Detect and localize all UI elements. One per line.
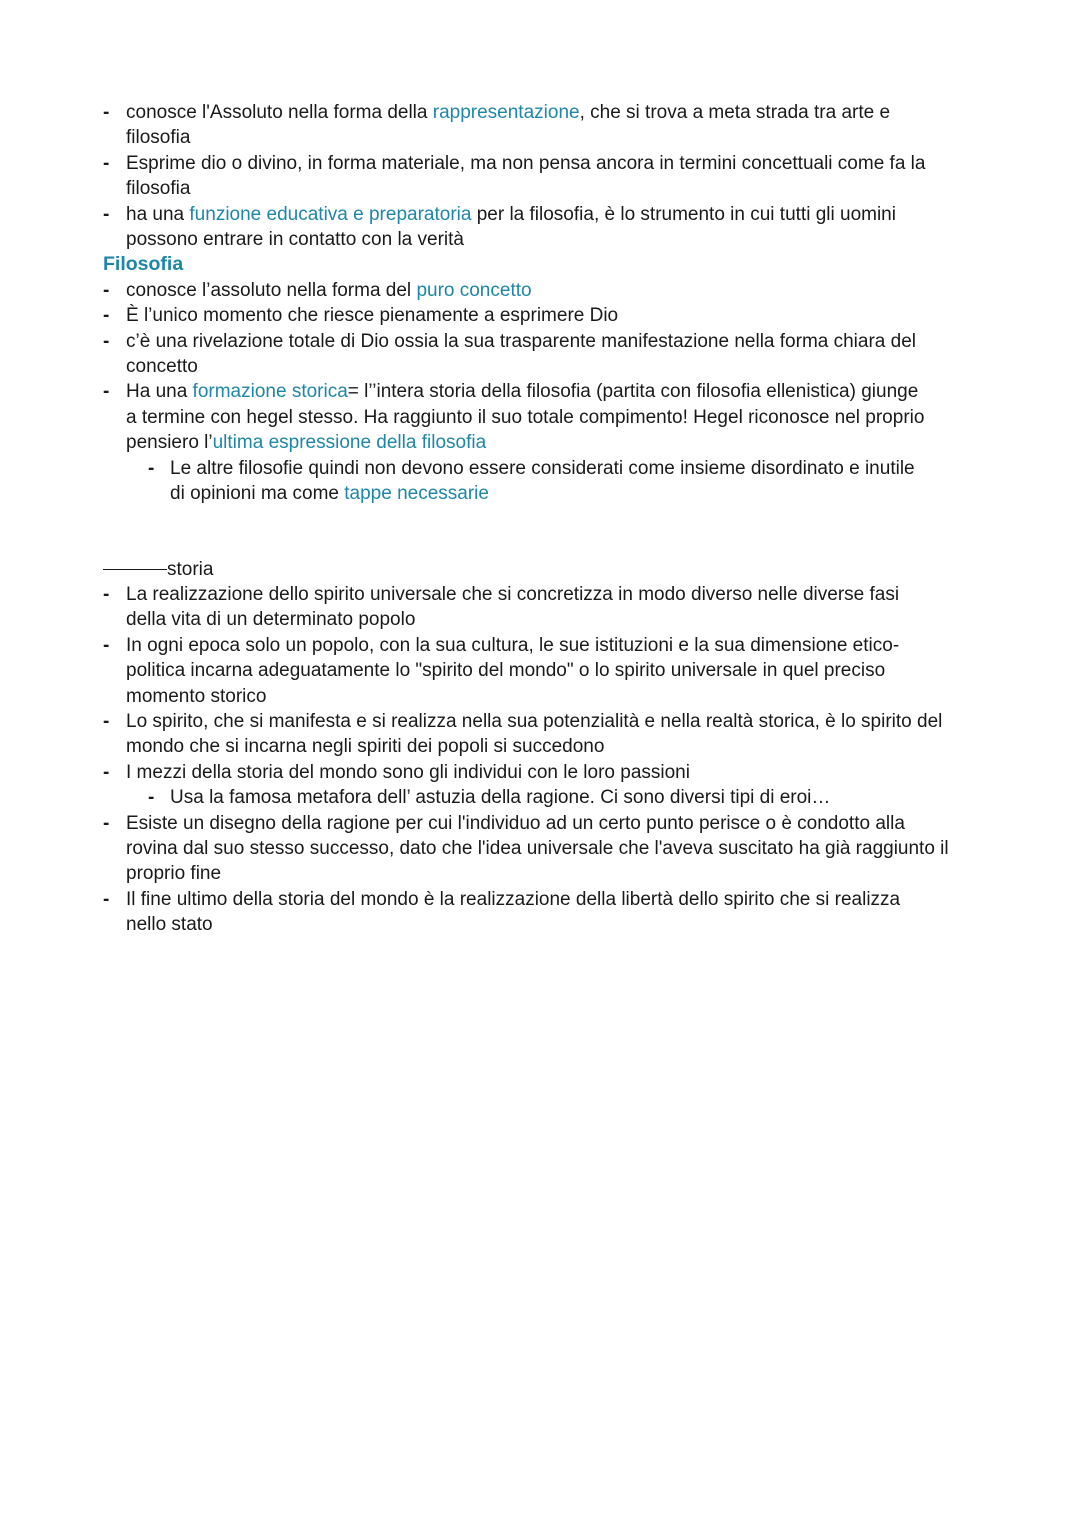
- highlighted-term: formazione storica: [192, 381, 348, 403]
- text-line: [0, 379, 1080, 404]
- list-item: [0, 379, 1080, 455]
- list-item: [0, 887, 1080, 938]
- bullet-dash: -: [148, 457, 155, 479]
- heading-filosofia: Filosofia: [103, 253, 184, 276]
- text-segment: I mezzi della storia del mondo sono gli individui con le loro passioni: [126, 761, 690, 783]
- text-segment: a termine con hegel stesso. Ha raggiunto il suo totale compimento! Hegel riconosce nel proprio: [126, 406, 925, 428]
- list-item: [0, 785, 1080, 810]
- bullet-dash: -: [103, 812, 110, 834]
- bullet-dash: -: [103, 203, 110, 225]
- bullet-dash: -: [103, 102, 110, 123]
- filosofia-list: [0, 278, 1080, 507]
- text-segment: filosofia: [126, 127, 191, 149]
- text-segment: = l’’intera storia della filosofia (partita con filosofia ellenistica) giunge: [347, 381, 919, 403]
- highlighted-term: funzione educativa e preparatoria: [189, 203, 472, 225]
- list-item: [0, 811, 1080, 887]
- text-segment: della vita di un determinato popolo: [126, 609, 416, 631]
- text-line: [0, 861, 1080, 886]
- storia-list: [0, 582, 1080, 938]
- text-segment: per la filosofia, è lo strumento in cui tutti gli uomini: [471, 203, 896, 225]
- text-line: [0, 912, 1080, 937]
- text-segment: In ogni epoca solo un popolo, con la sua cultura, le sue istituzioni e la sua dimensione etico-: [126, 634, 900, 656]
- text-segment: mondo che si incarna negli spiriti dei popoli si succedono: [126, 736, 605, 758]
- text-line: [0, 760, 1080, 785]
- text-segment: La realizzazione dello spirito universale che si concretizza in modo diverso nelle diverse fasi: [126, 583, 900, 605]
- text-segment: Ha una: [126, 381, 193, 403]
- separator-rule: [103, 569, 167, 570]
- storia-separator: [0, 557, 1080, 582]
- text-line: [0, 709, 1080, 734]
- storia-label: storia: [167, 558, 214, 580]
- text-line: [0, 811, 1080, 836]
- bullet-dash: -: [103, 381, 110, 403]
- bullet-dash: -: [103, 761, 110, 783]
- text-segment: politica incarna adeguatamente lo "spirito del mondo" o lo spirito universale in quel preciso: [126, 660, 886, 682]
- religione-list: [0, 100, 1080, 252]
- list-item: [0, 151, 1080, 202]
- list-item: [0, 100, 1080, 151]
- list-item: [0, 633, 1080, 709]
- text-line: [0, 658, 1080, 683]
- bullet-dash: -: [148, 787, 155, 809]
- highlighted-term: ultima espressione della filosofia: [212, 432, 487, 454]
- text-line: [0, 887, 1080, 912]
- list-item: [0, 303, 1080, 328]
- text-segment: pensiero l’: [126, 432, 213, 454]
- bullet-dash: -: [103, 583, 110, 605]
- text-line: [0, 582, 1080, 607]
- text-line: [0, 430, 1080, 455]
- text-line: [0, 633, 1080, 658]
- list-item: [0, 278, 1080, 303]
- list-item: [0, 709, 1080, 760]
- highlighted-term: rappresentazione: [432, 102, 580, 123]
- text-segment: Esiste un disegno della ragione per cui l'individuo ad un certo punto perisce o è condotto alla: [126, 812, 905, 834]
- text-segment: Usa la famosa metafora dell’ astuzia della ragione. Ci sono diversi tipi di eroi…: [170, 787, 831, 809]
- text-segment: È l’unico momento che riesce pienamente a esprimere Dio: [126, 305, 619, 327]
- text-line: [0, 100, 1080, 125]
- highlighted-term: tappe necessarie: [344, 483, 489, 505]
- text-segment: Esprime dio o divino, in forma materiale, ma non pensa ancora in termini concettuali come fa la: [126, 152, 926, 174]
- text-line: [0, 202, 1080, 227]
- text-line: [0, 836, 1080, 861]
- bullet-dash: -: [103, 152, 110, 174]
- text-segment: c’è una rivelazione totale di Dio ossia la sua trasparente manifestazione nella forma chiara del: [126, 330, 916, 352]
- text-line: [0, 456, 1080, 481]
- text-segment: possono entrare in contatto con la verità: [126, 229, 464, 251]
- text-line: [0, 405, 1080, 430]
- text-line: [0, 684, 1080, 709]
- text-line: [0, 785, 1080, 810]
- text-segment: di opinioni ma come: [170, 483, 345, 505]
- text-segment: filosofia: [126, 178, 191, 200]
- text-segment: , che si trova a meta strada tra arte e: [579, 102, 891, 123]
- list-item: [0, 329, 1080, 380]
- text-segment: Le altre filosofie quindi non devono essere considerati come insieme disordinato e inutile: [170, 457, 915, 479]
- text-line: [0, 607, 1080, 632]
- bullet-dash: -: [103, 888, 110, 910]
- text-line: [0, 734, 1080, 759]
- text-line: [0, 125, 1080, 150]
- bullet-dash: -: [103, 330, 110, 352]
- bullet-dash: -: [103, 710, 110, 732]
- bullet-dash: -: [103, 279, 110, 301]
- spacer: [0, 507, 1080, 557]
- text-segment: Lo spirito, che si manifesta e si realizza nella sua potenzialità e nella realtà storica, è lo spirito del: [126, 710, 943, 732]
- text-segment: proprio fine: [126, 863, 222, 885]
- text-segment: conosce l’assoluto nella forma del: [126, 279, 417, 301]
- text-segment: rovina dal suo stesso successo, dato che l'idea universale che l'aveva suscitato ha già raggiunto il: [126, 837, 949, 859]
- text-line: [0, 227, 1080, 252]
- list-item: [0, 582, 1080, 633]
- text-segment: momento storico: [126, 685, 267, 707]
- text-segment: nello stato: [126, 914, 213, 936]
- text-line: [0, 481, 1080, 506]
- text-line: [0, 354, 1080, 379]
- text-segment: Il fine ultimo della storia del mondo è la realizzazione della libertà dello spirito che si realizza: [126, 888, 901, 910]
- highlighted-term: puro concetto: [416, 279, 532, 301]
- text-line: [0, 176, 1080, 201]
- list-item: [0, 202, 1080, 253]
- text-segment: ha una: [126, 203, 190, 225]
- text-segment: conosce l'Assoluto nella forma della: [126, 102, 433, 123]
- text-line: [0, 303, 1080, 328]
- list-item: [0, 456, 1080, 507]
- text-line: [0, 278, 1080, 303]
- text-line: [0, 151, 1080, 176]
- text-line: [0, 329, 1080, 354]
- bullet-dash: -: [103, 634, 110, 656]
- bullet-dash: -: [103, 305, 110, 327]
- document-page: [0, 100, 1080, 938]
- text-segment: concetto: [126, 356, 198, 378]
- list-item: [0, 760, 1080, 785]
